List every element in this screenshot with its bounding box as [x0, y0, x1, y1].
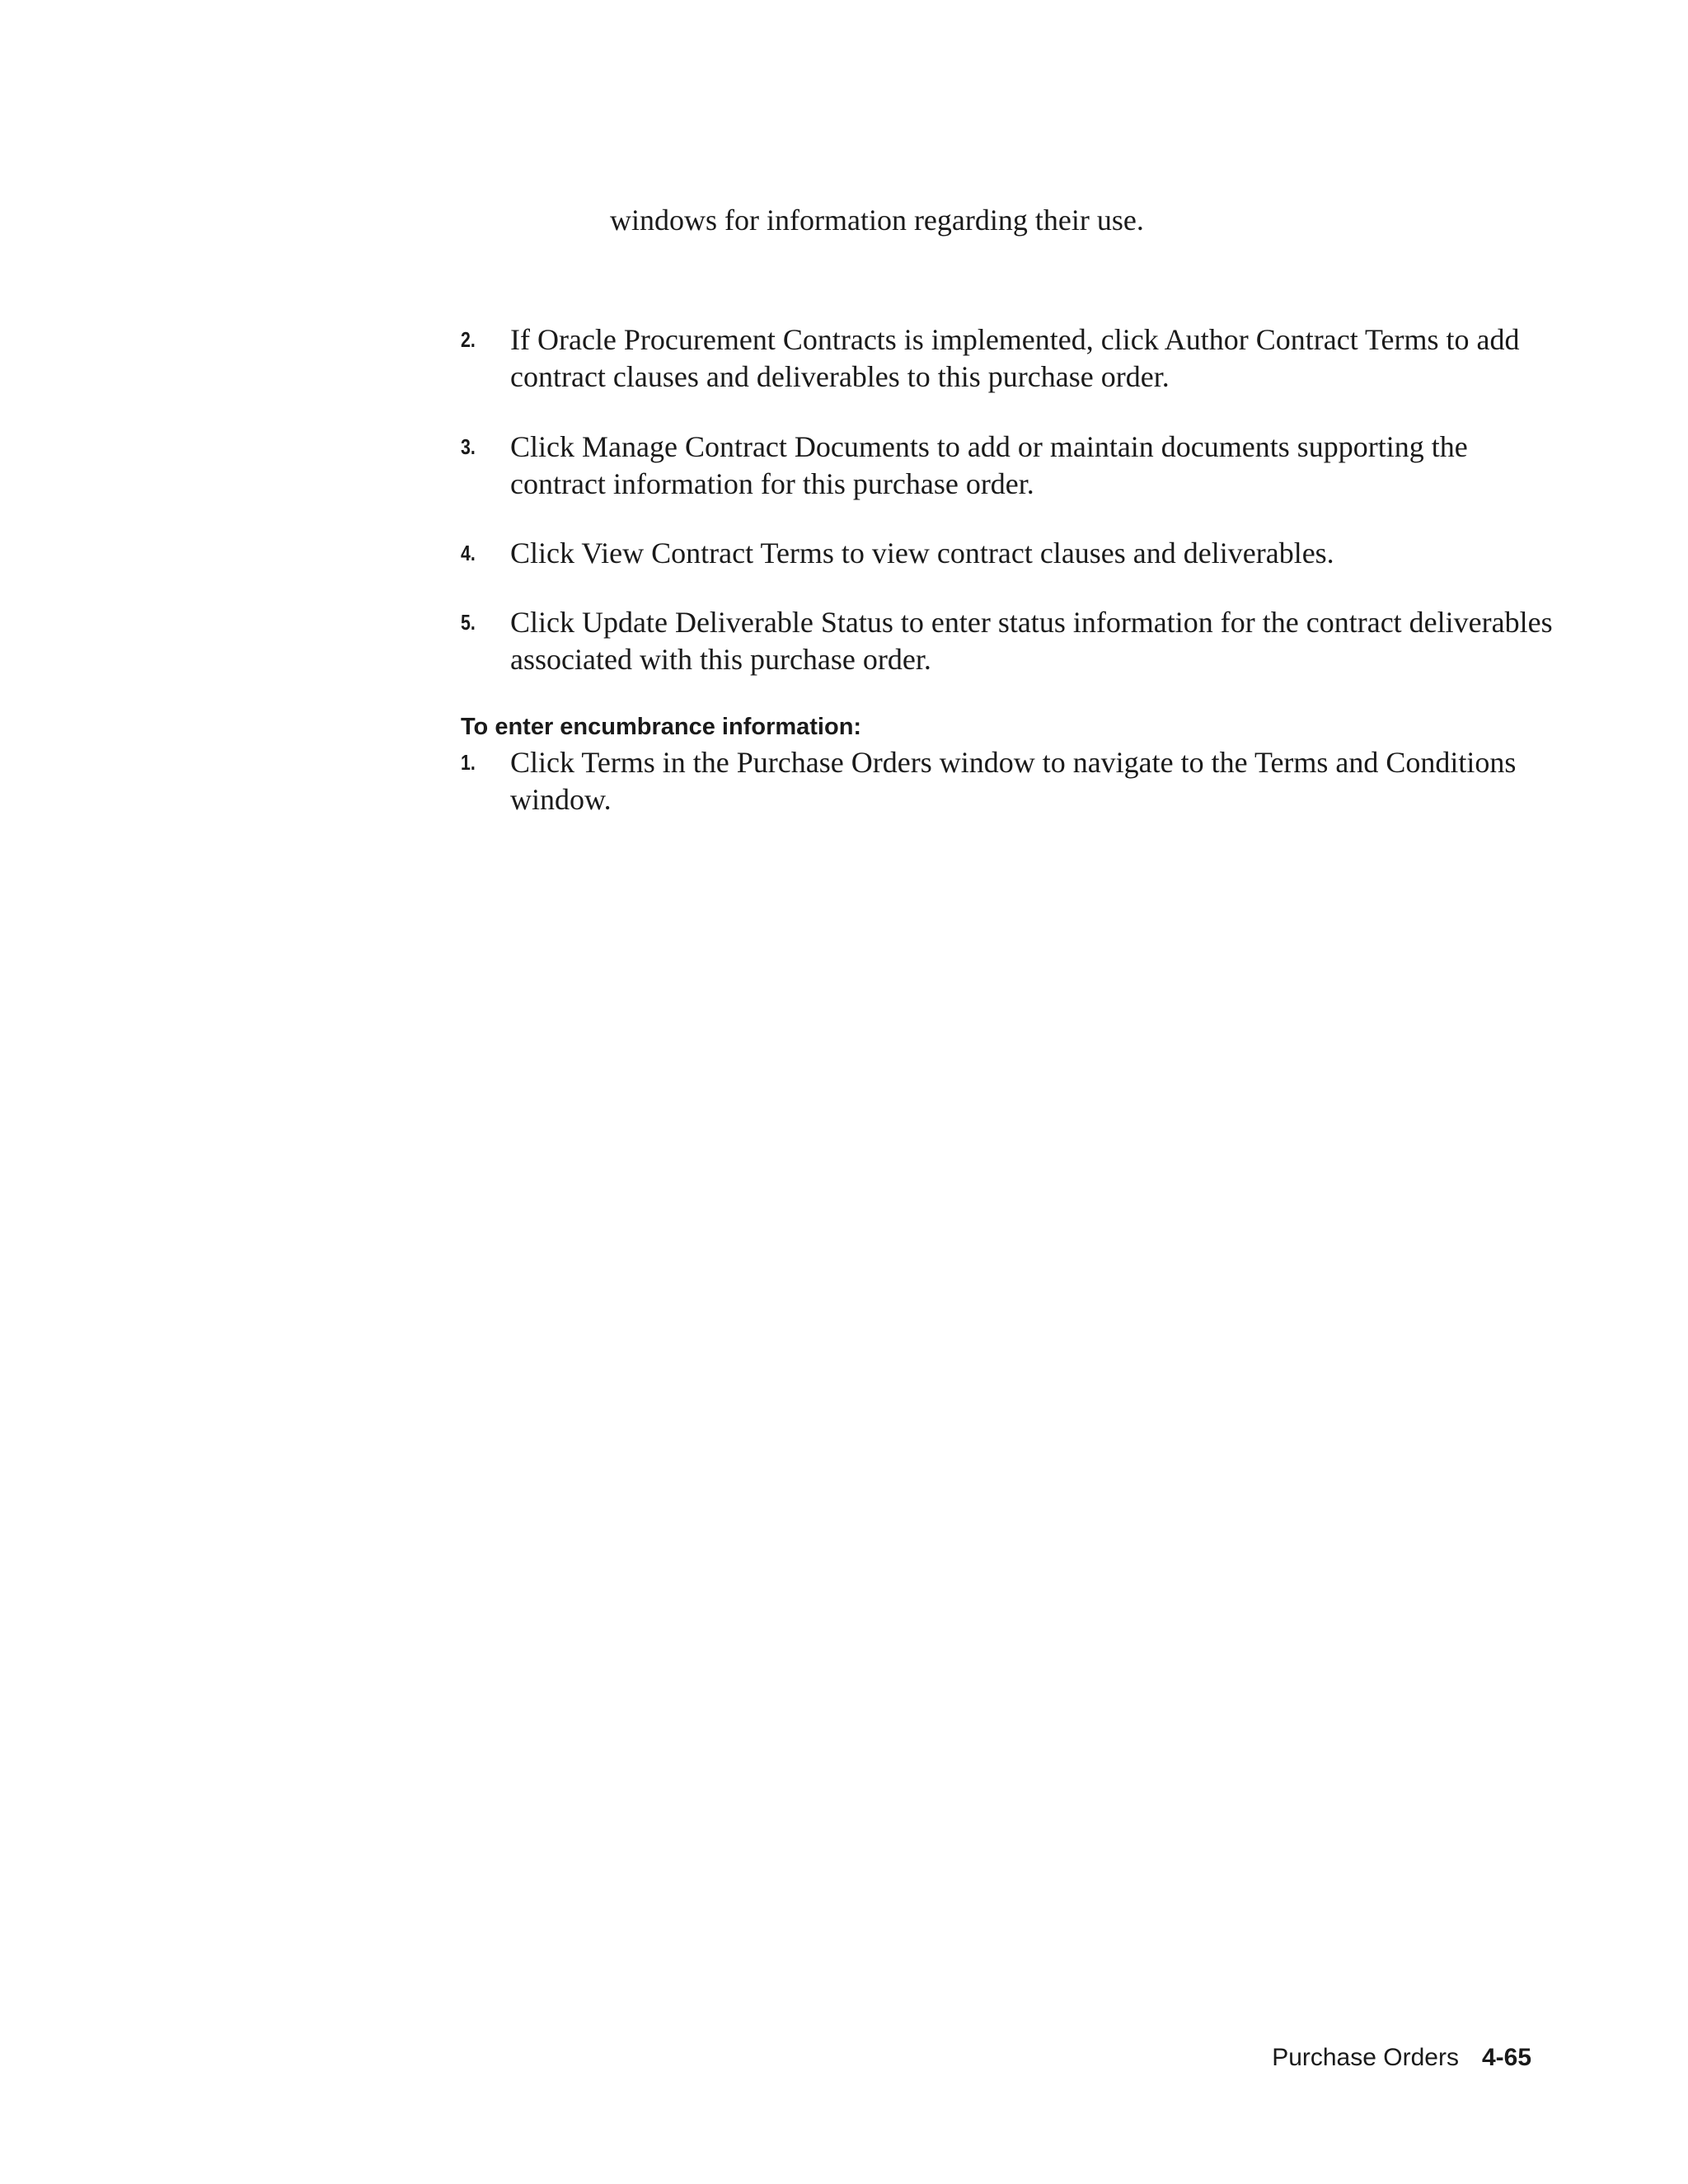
step-number: 2.	[461, 327, 476, 352]
page-footer	[1272, 2041, 1531, 2074]
step-text: Click Terms in the Purchase Orders window to navigate to the Terms and Conditions window.	[510, 746, 1517, 816]
section-heading: To enter encumbrance information:	[461, 714, 862, 740]
continuation-paragraph: windows for information regarding their use.	[610, 204, 1144, 237]
step-text: Click View Contract Terms to view contract clauses and deliverables.	[510, 537, 1334, 569]
step-text: Click Update Deliverable Status to enter status information for the contract deliverables associated with this purchase order.	[510, 606, 1553, 676]
step-text: If Oracle Procurement Contracts is implemented, click Author Contract Terms to add contract clauses and deliverables to this purchase order.	[510, 323, 1520, 393]
step-number: 1.	[461, 750, 476, 775]
footer-section-title: Purchase Orders	[1272, 2044, 1459, 2071]
step-number: 3.	[461, 434, 476, 459]
step-number: 5.	[461, 610, 476, 635]
step-text: Click Manage Contract Documents to add or maintain documents supporting the contract information for this purchase order.	[510, 430, 1468, 500]
step-number: 4.	[461, 541, 476, 565]
page-number: 4-65	[1481, 2044, 1531, 2071]
